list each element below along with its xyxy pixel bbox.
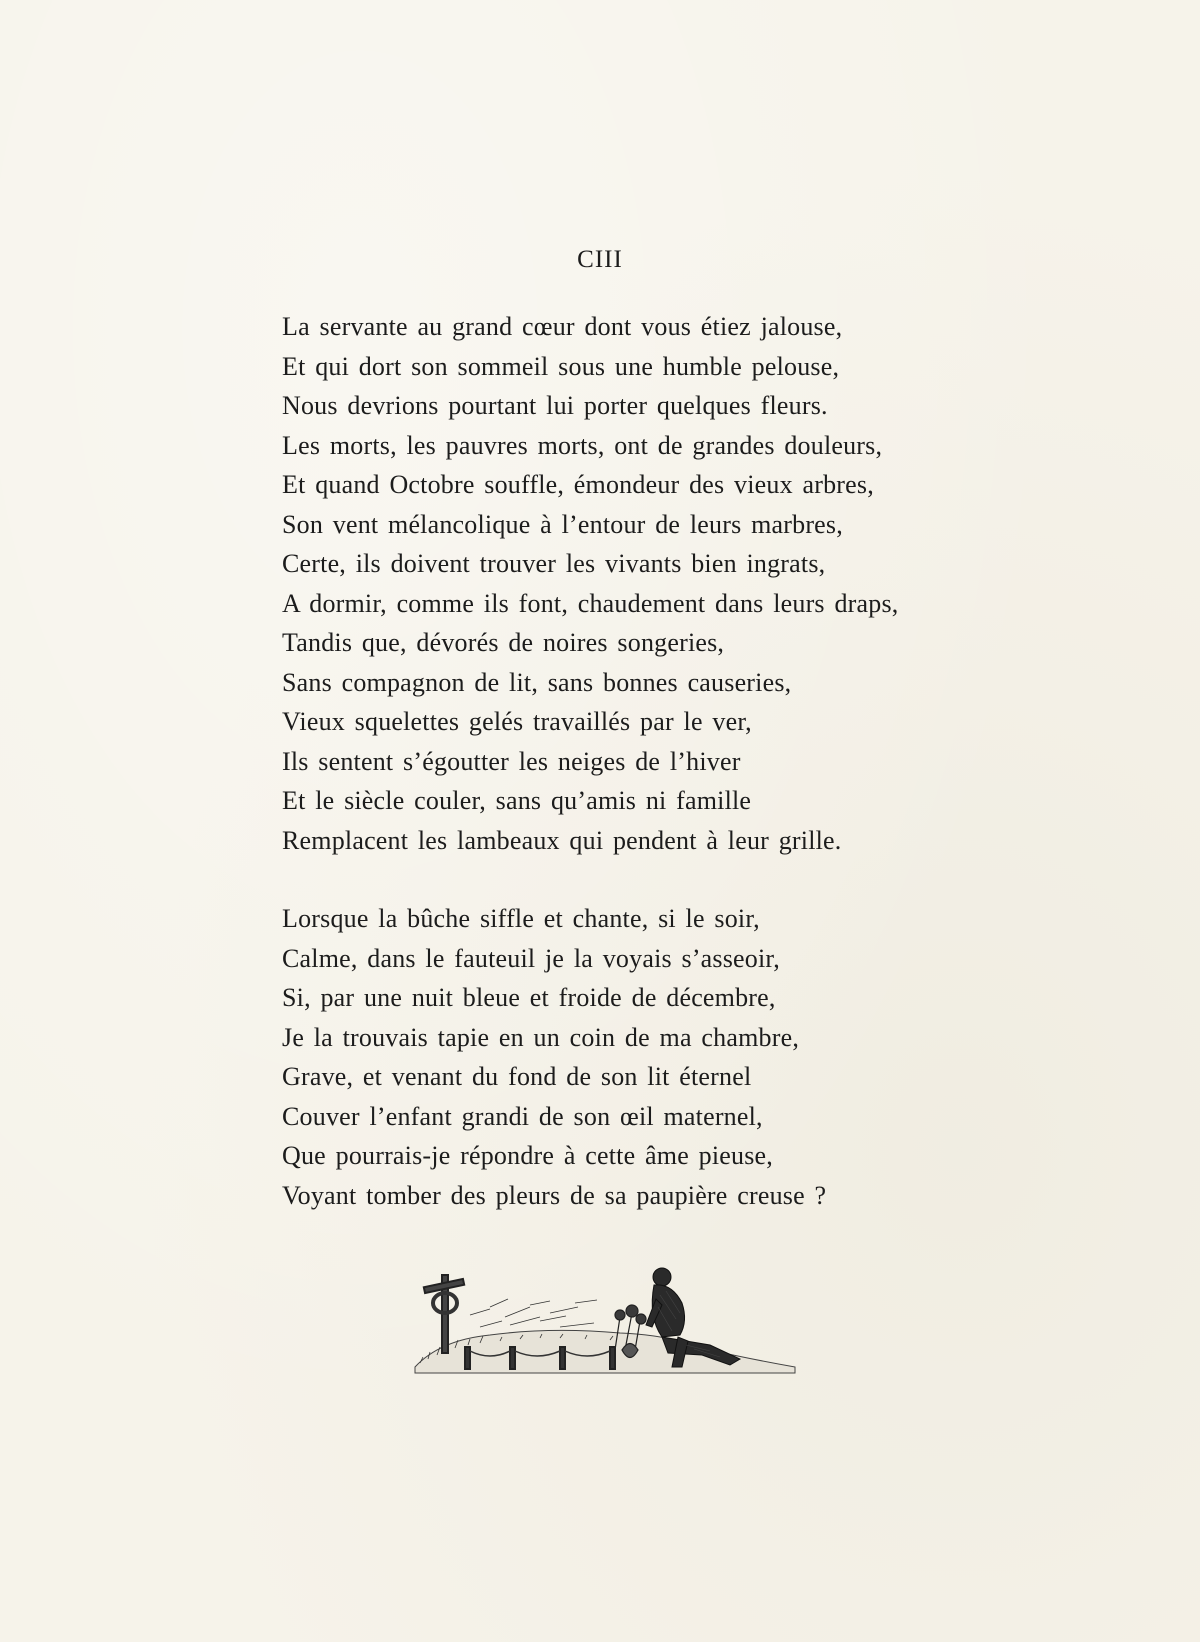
grave-vignette-illustration [410,1255,800,1380]
verse-line: Couver l’enfant grandi de son œil maternel, [282,1101,763,1131]
verse-line: Les morts, les pauvres morts, ont de grandes douleurs, [282,430,883,460]
verse-line: Et le siècle couler, sans qu’amis ni famille [282,786,752,815]
verse-line: Grave, et venant du fond de son lit éternel [282,1062,752,1091]
stanza-1 [282,307,898,860]
verse-line: Tandis que, dévorés de noires songeries, [282,628,725,657]
verse-line: Et quand Octobre souffle, émondeur des vieux arbres, [282,470,874,499]
verse-line: Son vent mélancolique à l’entour de leurs marbres, [282,509,843,539]
verse-line: A dormir, comme ils font, chaudement dans leurs draps, [282,588,899,618]
verse-line: La servante au grand cœur dont vous étiez jalouse, [282,312,843,341]
verse-line: Sans compagnon de lit, sans bonnes causeries, [282,667,792,697]
poem-number: CIII [577,246,623,273]
verse-line: Nous devrions pourtant lui porter quelques fleurs. [282,391,828,420]
verse-line: Ils sentent s’égoutter les neiges de l’hiver [282,746,741,776]
verse-line: Calme, dans le fauteuil je la voyais s’asseoir, [282,943,780,973]
stanza-2 [282,899,826,1215]
verse-line: Je la trouvais tapie en un coin de ma chambre, [282,1022,800,1052]
verse-line: Si, par une nuit bleue et froide de décembre, [282,983,776,1012]
verse-line: Lorsque la bûche siffle et chante, si le soir, [282,904,760,933]
verse-line: Et qui dort son sommeil sous une humble pelouse, [282,351,840,381]
verse-line: Voyant tomber des pleurs de sa paupière creuse ? [282,1180,827,1210]
verse-line: Certe, ils doivent trouver les vivants bien ingrats, [282,549,826,578]
verse-line: Que pourrais-je répondre à cette âme pieuse, [282,1141,773,1170]
verse-line: Remplacent les lambeaux qui pendent à leur grille. [282,825,842,855]
verse-line: Vieux squelettes gelés travaillés par le ver, [282,707,752,736]
